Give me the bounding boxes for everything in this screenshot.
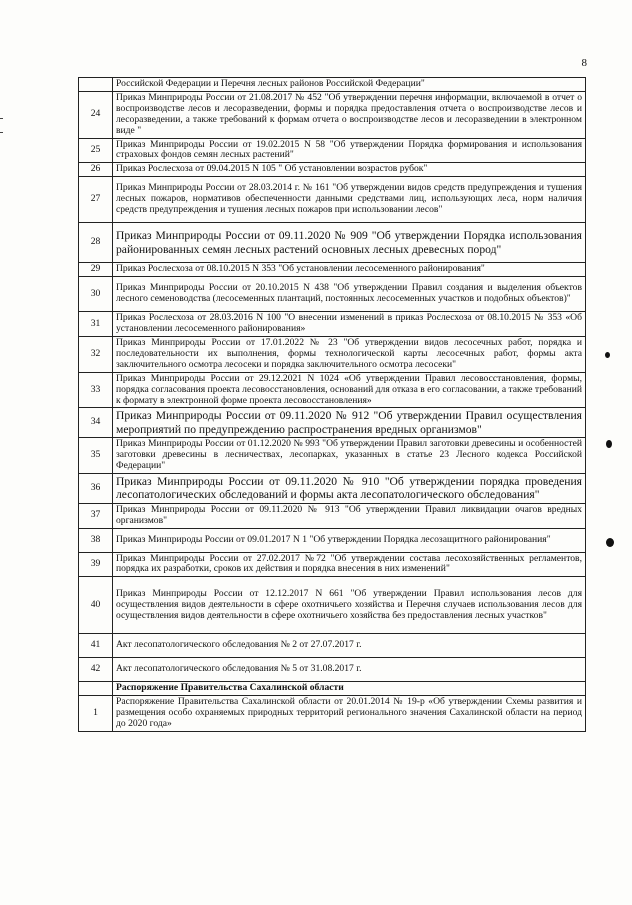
table-row <box>79 138 586 163</box>
row-number: 37 <box>79 503 113 528</box>
document-title: Приказ Рослесхоза от 28.03.2016 N 100 "О внесении изменений в приказ Рослесхоза от 08.10.2015 № 353 «Об установлении лесосеменного районирования» <box>113 312 586 337</box>
document-title: Акт лесопатологического обследования № 2 от 27.07.2017 г. <box>113 634 586 658</box>
page-number: 8 <box>581 57 587 69</box>
row-number: 33 <box>79 372 113 408</box>
table-row <box>79 577 586 634</box>
table-row <box>79 473 586 503</box>
row-number: 35 <box>79 438 113 474</box>
table-row <box>79 223 586 263</box>
document-title: Приказ Минприроды России от 17.01.2022 № 23 "Об утверждении видов лесосечных работ, порядка и последовательности их выполнения, формы технологической карты лесосечных работ, формы акта заключительного осмотра лесосеки и порядка заключительного осмотра лесосеки" <box>113 336 586 372</box>
section-heading: Распоряжение Правительства Сахалинской области <box>113 682 586 696</box>
table-row <box>79 372 586 408</box>
document-title: Приказ Минприроды России от 01.12.2020 № 993 "Об утверждении Правил заготовки древесины и особенностей заготовки древесины в лесничествах, лесопарках, указанных в статье 23 Лесного кодекса Российской Федерации" <box>113 438 586 474</box>
table-row <box>79 408 586 438</box>
document-title: Приказ Минприроды России от 20.10.2015 N 438 "Об утверждении Правил создания и выделения объектов лесного семеноводства (лесосеменных плантаций, постоянных лесосеменных участков и подобных объектов)" <box>113 277 586 312</box>
document-title: Приказ Минприроды России от 12.12.2017 N 661 "Об утверждении Правил использования лесов для осуществления видов деятельности в сфере охотничьего хозяйства и Перечня случаев использования лесов для осуществления видов деятельности в сфере охотничьего хозяйства без предоставления лесных участков" <box>113 577 586 634</box>
table-row <box>79 163 586 177</box>
document-title: Приказ Минприроды России от 21.08.2017 № 452 "Об утверждении перечня информации, включаемой в отчет о воспроизводстве лесов и лесоразведении, формы и порядка предоставления отчета о воспроизводстве лесов и лесоразведении, а также требований к формам отчета о воспроизводстве лесов и лесоразведении в электронном виде " <box>113 91 586 138</box>
document-title: Приказ Минприроды России от 09.11.2020 № 912 "Об утверждении Правил осуществления мероприятий по предупреждению распространения вредных организмов" <box>113 408 586 438</box>
legal-acts-table <box>78 77 586 732</box>
document-title: Российской Федерации и Перечня лесных районов Российской Федерации" <box>113 78 586 92</box>
row-number: 36 <box>79 473 113 503</box>
table-row <box>79 682 586 696</box>
table-row <box>79 91 586 138</box>
table-row <box>79 696 586 732</box>
document-title: Акт лесопатологического обследования № 5 от 31.08.2017 г. <box>113 658 586 682</box>
table-row <box>79 277 586 312</box>
table-row <box>79 503 586 528</box>
scan-mark <box>605 352 610 358</box>
table-row <box>79 336 586 372</box>
scan-mark <box>606 440 612 448</box>
row-number: 32 <box>79 336 113 372</box>
row-number: 1 <box>79 696 113 732</box>
table-row <box>79 528 586 552</box>
table-row <box>79 312 586 337</box>
table-row <box>79 177 586 223</box>
document-title: Приказ Минприроды России от 09.11.2020 № 913 "Об утверждении Правил ликвидации очагов вредных организмов" <box>113 503 586 528</box>
row-number: 30 <box>79 277 113 312</box>
document-title: Приказ Рослесхоза от 09.04.2015 N 105 " Об установлении возрастов рубок" <box>113 163 586 177</box>
row-number: 29 <box>79 263 113 277</box>
table-row <box>79 78 586 92</box>
document-title: Приказ Минприроды России от 09.11.2020 № 909 "Об утверждении Порядка использования районированных семян лесных растений основных лесных древесных пород" <box>113 223 586 263</box>
table-row <box>79 552 586 577</box>
table-row <box>79 438 586 474</box>
row-number: 41 <box>79 634 113 658</box>
document-title: Приказ Минприроды России от 19.02.2015 N 58 "Об утверждении Порядка формирования и использования страховых фондов семян лесных растений" <box>113 138 586 163</box>
document-title: Приказ Минприроды России от 09.11.2020 № 910 "Об утверждении порядка проведения лесопатологических обследований и формы акта лесопатологического обследования" <box>113 473 586 503</box>
row-number: 24 <box>79 91 113 138</box>
document-title: Приказ Рослесхоза от 08.10.2015 N 353 "Об установлении лесосеменного районирования" <box>113 263 586 277</box>
row-number: 27 <box>79 177 113 223</box>
table-row <box>79 634 586 658</box>
document-title: Распоряжение Правительства Сахалинской области от 20.01.2014 № 19-р «Об утверждении Схемы развития и размещения особо охраняемых природных территорий регионального значения Сахалинской области на период до 2020 года» <box>113 696 586 732</box>
row-number: 34 <box>79 408 113 438</box>
row-number: 25 <box>79 138 113 163</box>
row-number: 26 <box>79 163 113 177</box>
scan-mark <box>0 132 3 133</box>
scan-mark <box>606 538 614 547</box>
document-title: Приказ Минприроды России от 27.02.2017 №72 "Об утверждении состава лесохозяйственных регламентов, порядка их разработки, сроков их действия и порядка внесения в них изменений" <box>113 552 586 577</box>
row-number: 39 <box>79 552 113 577</box>
row-number: 40 <box>79 577 113 634</box>
table-row <box>79 658 586 682</box>
row-number <box>79 682 113 696</box>
row-number: 42 <box>79 658 113 682</box>
row-number: 38 <box>79 528 113 552</box>
row-number: 28 <box>79 223 113 263</box>
document-title: Приказ Минприроды России от 29.12.2021 N 1024 «Об утверждении Правил лесовосстановления, формы, порядка согласования проекта лесовосстановления, оснований для отказа в его согласовании, а также требований к формату в электронной форме проекта лесовосстановления» <box>113 372 586 408</box>
row-number: 31 <box>79 312 113 337</box>
table-row <box>79 263 586 277</box>
scan-mark <box>0 118 3 119</box>
row-number <box>79 78 113 92</box>
document-title: Приказ Минприроды России от 09.01.2017 N 1 "Об утверждении Порядка лесозащитного районирования" <box>113 528 586 552</box>
document-title: Приказ Минприроды России от 28.03.2014 г. № 161 "Об утверждении видов средств предупреждения и тушения лесных пожаров, нормативов обеспеченности данными средствами лиц, использующих леса, норм наличия средств предупреждения и тушения лесных пожаров при использовании лесов" <box>113 177 586 223</box>
table-body <box>79 78 586 732</box>
